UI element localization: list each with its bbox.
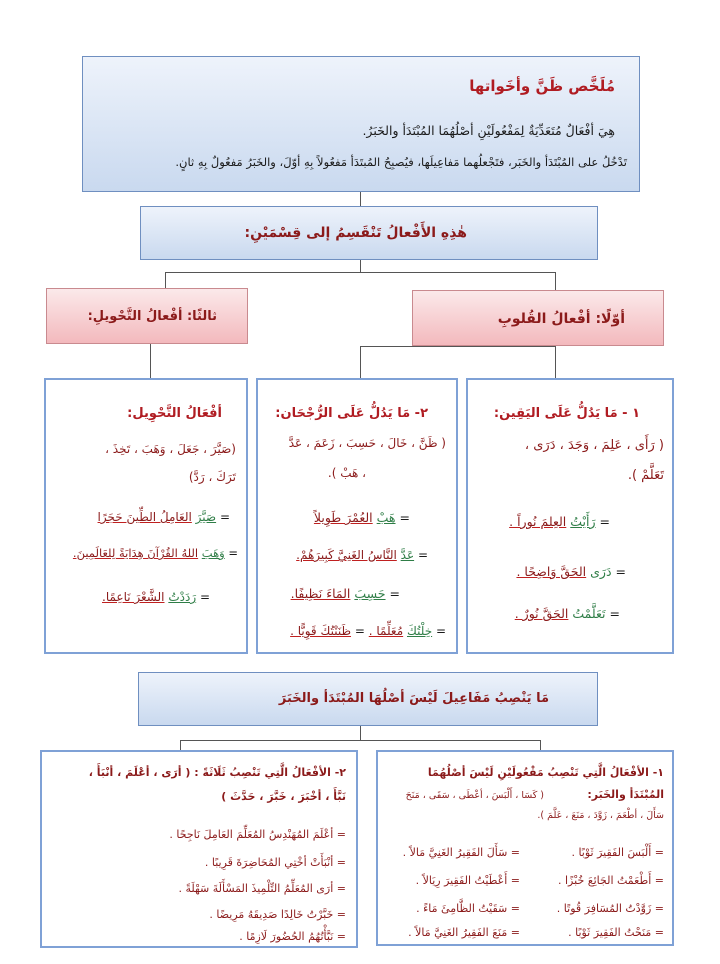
connector	[555, 272, 556, 290]
equals-sign: =	[609, 606, 620, 621]
example-verb: خِلْتُكَ	[406, 624, 433, 638]
three-objects-heading-1: ٢- الأفْعَالُ الَّتِي تَنْصِبُ ثَلَاثَةً : ( أرَى ، أعْلَمَ ، أنْبَأَ ،	[88, 766, 346, 779]
connector	[360, 726, 361, 740]
category-heart-verbs	[412, 290, 664, 346]
example-row-4a: = مَنَحْتُ الفَقِيرَ ثَوْبًا .	[568, 926, 664, 939]
two-objects-verbs-line2: سَأَلَ ، أطْعَمَ ، زَوَّدَ ، مَنَعَ ، عَلَّمَ ).	[537, 810, 664, 821]
probability-example-4	[290, 624, 446, 638]
connector	[180, 740, 181, 750]
example-verb: رَدَدْتُ	[168, 590, 197, 604]
example-object: العَامِلُ الطِّينَ حَجَرًا	[97, 510, 192, 524]
probability-verbs-line2: ، هَبْ ).	[327, 466, 366, 480]
transformation-verbs-box	[44, 378, 248, 654]
equals-sign: =	[354, 624, 365, 638]
equals-sign: =	[599, 514, 610, 529]
equals-sign: =	[399, 510, 410, 525]
three-objects-example-5: = نَبَّأْتُهُمُ الحُضُورَ لَازِمًا .	[239, 930, 346, 943]
three-objects-example-1: = أعْلَمَ المُهَنْدِسُ المُعَلِّمَ العَامِلَ نَاجِحًا .	[169, 828, 346, 841]
certainty-heading: ١ - مَا يَدُلُّ عَلَى اليَقِين:	[493, 406, 640, 421]
equals-sign: =	[417, 548, 428, 562]
example-object: المَاءَ نَظِيفًا.	[290, 586, 351, 601]
example-verb: هَبْ	[376, 510, 396, 525]
transformation-verbs-line1: (صَيَّرَ ، جَعَلَ ، وَهَبَ ، تَخِذَ ،	[105, 442, 236, 456]
category-transformation-label: ثالثًا: أفْعالُ التَّحْويلِ:	[87, 309, 217, 324]
example-row-2b: = أَعْطَيْتُ الفَقِيرَ رِيَالاً .	[415, 874, 520, 887]
equals-sign: =	[199, 590, 210, 604]
example-verb: وَهَبَ	[201, 546, 225, 560]
equals-sign: =	[435, 624, 446, 638]
example-row-3b: = سَقَيْتُ الظَّامِئَ مَاءً .	[416, 902, 520, 915]
three-objects-heading-2: نَبَّأَ ، أخْبَرَ ، خَبَّرَ ، حَدَّثَ )	[221, 790, 346, 803]
summary-box	[82, 56, 640, 192]
probability-verbs-line1: ( ظَنَّ ، خَالَ ، حَسِبَ ، زَعَمَ ، عَدَّ	[288, 436, 446, 450]
division-label: هٰذِهِ الأَفْعالُ تَنْقَسِمُ إلى قِسْمَيْنِ:	[244, 225, 467, 241]
probability-example-3	[291, 586, 400, 601]
category-heart-verbs-label: أوّلًا: أفْعالُ القُلوبِ	[497, 311, 625, 327]
connector	[555, 346, 556, 378]
summary-title: مُلَخَّص ظَنَّ وأخَواتها	[469, 77, 615, 95]
example-row-2a: = أَطْعَمْتُ الجَائِعَ خُبْزًا .	[558, 874, 664, 887]
two-objects-verbs-line1: ( كَسَا ، أَلْبَسَ ، أعْطَى ، سَقَى ، مَنَحَ	[405, 790, 544, 801]
transformation-heading: أفْعَالُ التَّحْوِيل:	[127, 406, 222, 421]
transformation-example-1	[98, 510, 230, 524]
example-object: ظَنَنْتُكَ قَوِيًّا .	[290, 624, 352, 638]
example-verb: صَيَّرَ	[195, 510, 217, 524]
transformation-verbs-line2: تَرَكَ ، رَدَّ)	[188, 470, 236, 484]
connector	[360, 346, 361, 378]
example-object: العُمْرَ طَوِيلاً	[313, 510, 373, 525]
example-object: الحَقَّ وَاضِحًا .	[516, 564, 587, 579]
equals-sign: =	[389, 586, 400, 601]
certainty-example-1	[509, 514, 610, 529]
example-row-1b: = سَأَلَ الفَقِيرُ الغَنِيَّ مَالاً .	[402, 846, 520, 859]
example-object: مُعَلِّمًا .	[368, 624, 404, 638]
example-verb: حَسِبَ	[354, 586, 386, 601]
example-object: العِلمَ نُوراً .	[509, 514, 567, 529]
probability-example-1	[314, 510, 410, 525]
equals-sign: =	[615, 564, 626, 579]
connector	[360, 346, 556, 347]
equals-sign: =	[228, 546, 238, 560]
example-object: الحَقَّ نُورٌ .	[514, 606, 569, 621]
probability-example-2	[296, 548, 428, 562]
certainty-verbs-line2: تَعَلَّمْ ).	[627, 468, 664, 483]
three-objects-example-4: = خَبَّرْتُ خَالِدًا صَدِيقَهُ مَرِيضًا .	[209, 908, 346, 921]
three-objects-box	[40, 750, 358, 948]
example-row-4b: = مَنَعَ الفَقِيرُ الغَنِيَّ مَالاً .	[408, 926, 520, 939]
summary-definition: هِيَ أفْعَالٌ مُتَعَدِّيَةٌ لِمَفْعُولَيْنِ أصْلُهُمَا المُبْتَدَأ والخَبَرُ.	[362, 123, 615, 138]
probability-verbs-box	[256, 378, 458, 654]
transformation-example-2	[73, 546, 238, 560]
division-box	[140, 206, 598, 260]
equals-sign: =	[219, 510, 230, 524]
example-verb: دَرَى	[590, 564, 612, 579]
certainty-example-3	[515, 606, 620, 621]
transformation-example-3	[102, 590, 210, 604]
example-row-3a: = زَوَّدْتُ المُسَافِرَ قُوتًا .	[556, 902, 664, 915]
certainty-example-2	[516, 564, 626, 579]
connector	[360, 192, 361, 206]
example-object: الشَّعْرَ نَاعِمًا.	[102, 590, 165, 604]
probability-heading: ٢- مَا يَدُلُّ عَلَى الرُّجْحَان:	[275, 406, 428, 421]
category-transformation-verbs	[46, 288, 248, 344]
example-object: اللهُ القُرْآنَ هِدَايَةً لِلعَالَمِينَ.	[72, 546, 199, 560]
two-objects-box	[376, 750, 674, 946]
two-objects-heading-1: ١- الأفْعَالُ الَّتِي تَنْصِبُ مَفْعُولَيْنِ لَيْسَ أصْلُهُمَا	[427, 766, 664, 779]
two-objects-heading-2: المُبْتَدَأ والخَبَر:	[587, 788, 664, 801]
example-row-1a: = أَلْبَسَ الفَقِيرَ ثَوْبًا .	[571, 846, 664, 859]
connector	[180, 740, 540, 741]
example-verb: رَأَيْتُ	[570, 514, 596, 529]
example-object: النَّاسُ الغَنِيَّ كَبِيرَهُمْ.	[296, 548, 397, 562]
connector	[540, 740, 541, 750]
summary-explanation: تَدْخُلُ على المُبْتَدَأ والخَبَر، فتَجْعلُهما مَفاعِيلَها، فيُصبِحُ المُبتَدَأ مَفعُولاً بِهِ أوّلَ، والخَبَرُ مَفعُولٌ بِهِ ثانٍ.	[175, 155, 627, 169]
connector	[150, 344, 151, 378]
certainty-verbs-line1: ( رَأَى ، عَلِمَ ، وَجَدَ ، دَرَى ،	[524, 438, 664, 453]
example-verb: تَعَلَّمْتُ	[572, 606, 606, 621]
three-objects-example-3: = أرَى المُعَلِّمُ التِّلْمِيذَ المَسْأَلَةَ سَهْلَةً .	[178, 882, 346, 895]
connector	[360, 260, 361, 272]
example-verb: عَدَّ	[400, 548, 415, 562]
three-objects-example-2: = أنْبَأَتْ أخْتِي المُحَاضِرَةَ قَرِيبًا .	[204, 856, 346, 869]
certainty-verbs-box	[466, 378, 674, 654]
non-original-objects-label: مَا يَنْصِبُ مَفَاعِيلَ لَيْسَ أصْلُهَا المُبْتَدَأ والخَبَرَ	[278, 691, 549, 706]
connector	[165, 272, 556, 273]
non-original-objects-box	[138, 672, 598, 726]
